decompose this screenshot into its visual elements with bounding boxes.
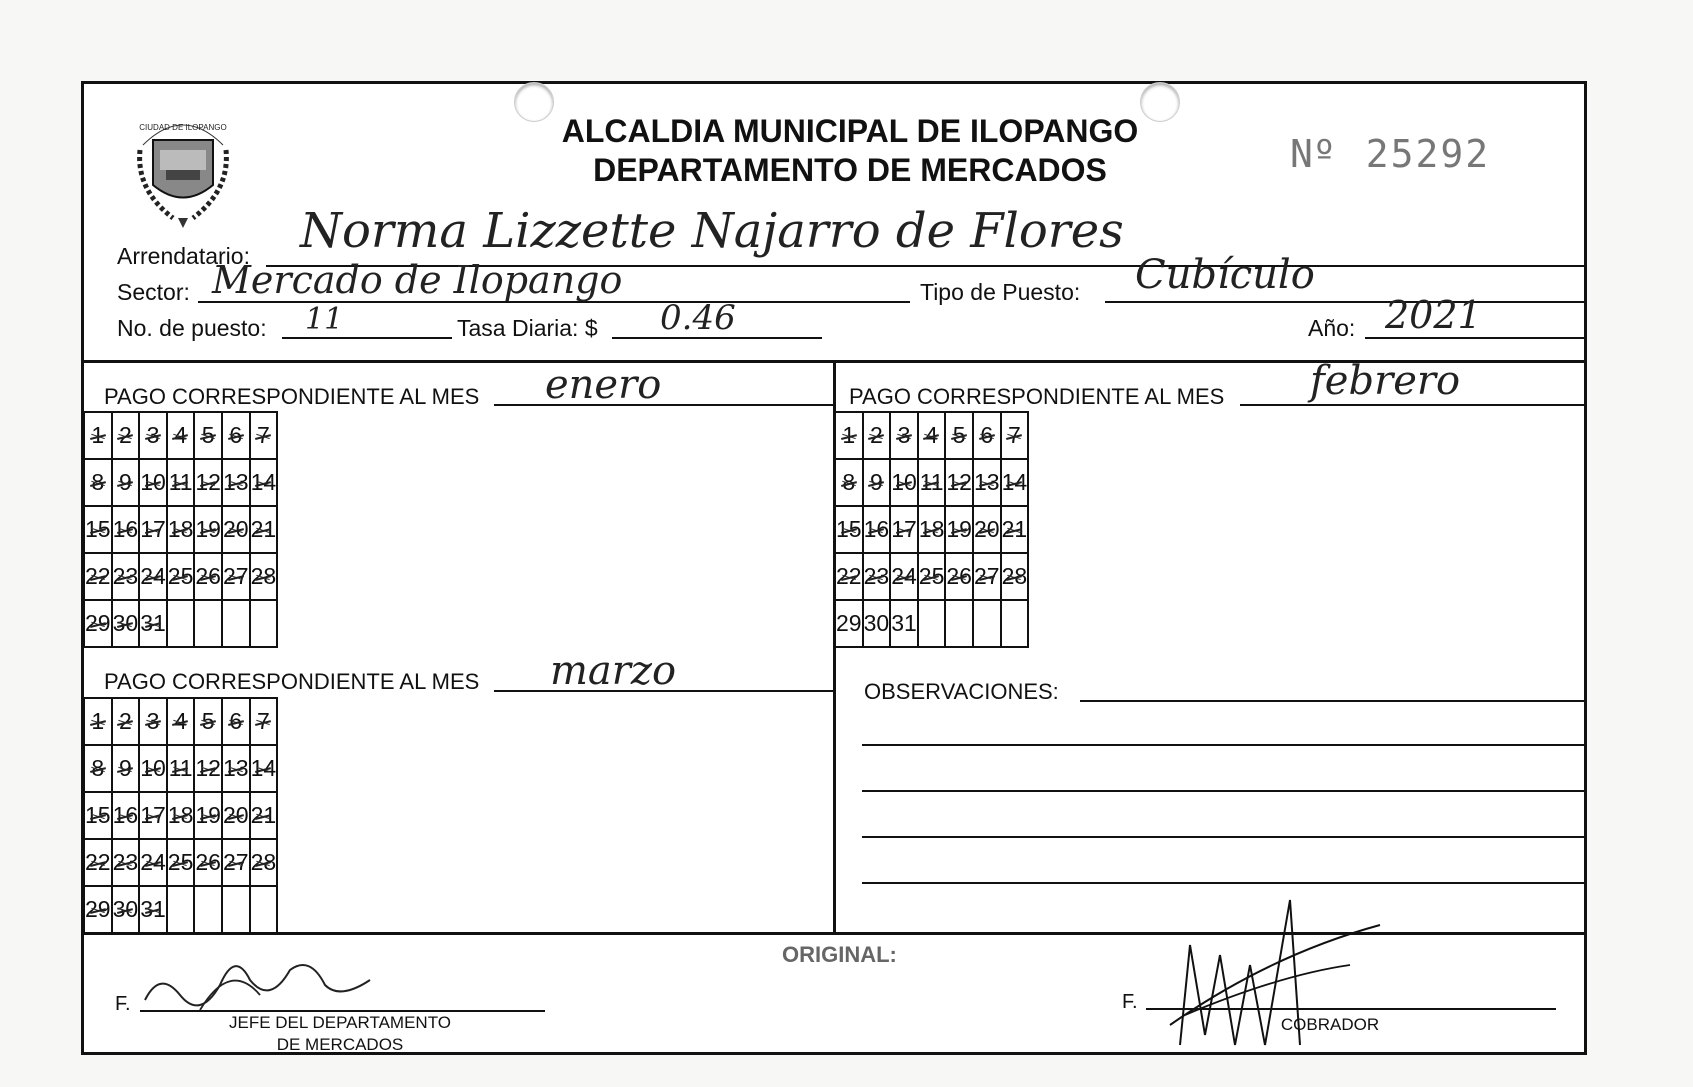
tipo-puesto-label: Tipo de Puesto: bbox=[920, 279, 1081, 305]
day-row bbox=[84, 886, 277, 933]
day-cell-febrero-12: 12 bbox=[945, 459, 973, 506]
day-cell-enero-26: 26 bbox=[194, 553, 222, 600]
day-row bbox=[84, 745, 277, 792]
day-cell-enero-5: 5 bbox=[194, 412, 222, 459]
day-cell-febrero-19: 19 bbox=[945, 506, 973, 553]
firma-left-label: F. bbox=[115, 993, 131, 1015]
day-cell-febrero-17: 17 bbox=[890, 506, 918, 553]
day-cell-marzo-13: 13 bbox=[222, 745, 250, 792]
observaciones-line-0 bbox=[1080, 700, 1585, 702]
day-cell-marzo-18: 18 bbox=[167, 792, 195, 839]
day-cell-febrero-31: 31 bbox=[890, 600, 918, 647]
day-row bbox=[84, 506, 277, 553]
day-cell-empty bbox=[945, 600, 973, 647]
day-cell-febrero-24: 24 bbox=[890, 553, 918, 600]
day-row bbox=[835, 553, 1028, 600]
day-row bbox=[84, 553, 277, 600]
day-cell-enero-2: 2 bbox=[112, 412, 140, 459]
day-cell-empty bbox=[167, 600, 195, 647]
day-cell-empty bbox=[194, 886, 222, 933]
observaciones-label: OBSERVACIONES: bbox=[864, 679, 1059, 704]
day-cell-marzo-21: 21 bbox=[250, 792, 278, 839]
day-row bbox=[84, 698, 277, 745]
day-cell-marzo-12: 12 bbox=[194, 745, 222, 792]
sector-value: Mercado de Ilopango bbox=[212, 258, 623, 302]
day-cell-febrero-26: 26 bbox=[945, 553, 973, 600]
observaciones-line-2 bbox=[862, 790, 1585, 792]
day-cell-marzo-11: 11 bbox=[167, 745, 195, 792]
day-cell-enero-14: 14 bbox=[250, 459, 278, 506]
day-cell-enero-17: 17 bbox=[139, 506, 167, 553]
day-cell-marzo-16: 16 bbox=[112, 792, 140, 839]
tipo-puesto-value: Cubículo bbox=[1135, 252, 1315, 298]
month-label-enero: PAGO CORRESPONDIENTE AL MES bbox=[104, 384, 480, 409]
month-name-febrero: febrero bbox=[1310, 358, 1461, 404]
day-cell-enero-7: 7 bbox=[250, 412, 278, 459]
day-cell-enero-9: 9 bbox=[112, 459, 140, 506]
day-cell-febrero-16: 16 bbox=[863, 506, 891, 553]
day-cell-febrero-28: 28 bbox=[1001, 553, 1029, 600]
day-cell-marzo-28: 28 bbox=[250, 839, 278, 886]
day-cell-marzo-22: 22 bbox=[84, 839, 112, 886]
jefe-label-line1: JEFE DEL DEPARTAMENTO bbox=[229, 1013, 451, 1032]
days-grid-marzo bbox=[83, 697, 278, 934]
day-cell-enero-22: 22 bbox=[84, 553, 112, 600]
day-cell-febrero-25: 25 bbox=[918, 553, 946, 600]
number-label: Nº bbox=[1290, 132, 1336, 176]
day-cell-febrero-23: 23 bbox=[863, 553, 891, 600]
day-cell-marzo-20: 20 bbox=[222, 792, 250, 839]
day-cell-empty bbox=[222, 600, 250, 647]
day-cell-empty bbox=[250, 600, 278, 647]
day-cell-empty bbox=[194, 600, 222, 647]
day-cell-enero-19: 19 bbox=[194, 506, 222, 553]
day-row bbox=[84, 459, 277, 506]
anio-value: 2021 bbox=[1385, 293, 1482, 337]
observaciones-line-1 bbox=[862, 744, 1585, 746]
day-cell-marzo-4: 4 bbox=[167, 698, 195, 745]
day-row bbox=[835, 459, 1028, 506]
month-label-marzo: PAGO CORRESPONDIENTE AL MES bbox=[104, 669, 480, 694]
day-row bbox=[84, 792, 277, 839]
month-name-enero: enero bbox=[545, 362, 662, 408]
day-cell-enero-23: 23 bbox=[112, 553, 140, 600]
day-cell-enero-25: 25 bbox=[167, 553, 195, 600]
day-cell-enero-8: 8 bbox=[84, 459, 112, 506]
day-cell-marzo-29: 29 bbox=[84, 886, 112, 933]
day-cell-febrero-11: 11 bbox=[918, 459, 946, 506]
day-cell-marzo-15: 15 bbox=[84, 792, 112, 839]
document-number bbox=[1290, 132, 1490, 176]
arrendatario-value: Norma Lizzette Najarro de Flores bbox=[300, 203, 1124, 259]
puesto-value: 11 bbox=[305, 302, 344, 337]
day-cell-enero-16: 16 bbox=[112, 506, 140, 553]
puesto-line bbox=[282, 337, 452, 339]
original-stamp: ORIGINAL: bbox=[782, 942, 897, 967]
day-cell-marzo-6: 6 bbox=[222, 698, 250, 745]
day-cell-empty bbox=[918, 600, 946, 647]
day-cell-febrero-15: 15 bbox=[835, 506, 863, 553]
day-cell-enero-27: 27 bbox=[222, 553, 250, 600]
day-cell-enero-12: 12 bbox=[194, 459, 222, 506]
day-cell-marzo-3: 3 bbox=[139, 698, 167, 745]
days-grid-febrero bbox=[834, 411, 1029, 648]
day-cell-marzo-2: 2 bbox=[112, 698, 140, 745]
day-cell-marzo-10: 10 bbox=[139, 745, 167, 792]
day-cell-marzo-23: 23 bbox=[112, 839, 140, 886]
day-cell-enero-20: 20 bbox=[222, 506, 250, 553]
day-cell-marzo-25: 25 bbox=[167, 839, 195, 886]
day-cell-febrero-2: 2 bbox=[863, 412, 891, 459]
day-cell-enero-24: 24 bbox=[139, 553, 167, 600]
day-cell-febrero-27: 27 bbox=[973, 553, 1001, 600]
day-cell-enero-6: 6 bbox=[222, 412, 250, 459]
day-cell-febrero-13: 13 bbox=[973, 459, 1001, 506]
sector-label: Sector: bbox=[117, 279, 190, 305]
day-cell-empty bbox=[973, 600, 1001, 647]
day-cell-febrero-3: 3 bbox=[890, 412, 918, 459]
day-cell-enero-28: 28 bbox=[250, 553, 278, 600]
days-grid-enero bbox=[83, 411, 278, 648]
day-row bbox=[835, 412, 1028, 459]
day-cell-empty bbox=[167, 886, 195, 933]
day-cell-enero-31: 31 bbox=[139, 600, 167, 647]
day-cell-empty bbox=[1001, 600, 1029, 647]
day-cell-enero-30: 30 bbox=[112, 600, 140, 647]
day-cell-febrero-7: 7 bbox=[1001, 412, 1029, 459]
day-cell-febrero-10: 10 bbox=[890, 459, 918, 506]
day-row bbox=[84, 839, 277, 886]
municipal-seal-logo bbox=[128, 110, 238, 235]
day-cell-enero-11: 11 bbox=[167, 459, 195, 506]
day-cell-febrero-21: 21 bbox=[1001, 506, 1029, 553]
day-cell-marzo-17: 17 bbox=[139, 792, 167, 839]
day-cell-enero-18: 18 bbox=[167, 506, 195, 553]
day-cell-febrero-18: 18 bbox=[918, 506, 946, 553]
day-cell-febrero-29: 29 bbox=[835, 600, 863, 647]
day-cell-marzo-7: 7 bbox=[250, 698, 278, 745]
day-cell-marzo-14: 14 bbox=[250, 745, 278, 792]
title-line1: ALCALDIA MUNICIPAL DE ILOPANGO bbox=[561, 113, 1139, 149]
firma-right-label: F. bbox=[1122, 991, 1138, 1013]
day-cell-marzo-1: 1 bbox=[84, 698, 112, 745]
observaciones-line-3 bbox=[862, 836, 1585, 838]
number-value: 25292 bbox=[1365, 132, 1491, 176]
tasa-label: Tasa Diaria: $ bbox=[457, 315, 598, 341]
day-cell-febrero-9: 9 bbox=[863, 459, 891, 506]
day-cell-marzo-5: 5 bbox=[194, 698, 222, 745]
day-cell-febrero-14: 14 bbox=[1001, 459, 1029, 506]
day-cell-enero-29: 29 bbox=[84, 600, 112, 647]
day-cell-marzo-31: 31 bbox=[139, 886, 167, 933]
day-cell-marzo-8: 8 bbox=[84, 745, 112, 792]
tasa-value: 0.46 bbox=[660, 298, 736, 338]
day-cell-marzo-19: 19 bbox=[194, 792, 222, 839]
arrendatario-label: Arrendatario: bbox=[117, 243, 250, 269]
day-cell-febrero-20: 20 bbox=[973, 506, 1001, 553]
day-cell-marzo-9: 9 bbox=[112, 745, 140, 792]
tipo-puesto-line bbox=[1105, 301, 1586, 303]
day-row bbox=[835, 506, 1028, 553]
day-cell-enero-4: 4 bbox=[167, 412, 195, 459]
month-line-febrero bbox=[1240, 404, 1585, 406]
day-cell-enero-1: 1 bbox=[84, 412, 112, 459]
day-cell-febrero-30: 30 bbox=[863, 600, 891, 647]
day-cell-enero-13: 13 bbox=[222, 459, 250, 506]
puesto-label: No. de puesto: bbox=[117, 315, 267, 341]
day-cell-febrero-8: 8 bbox=[835, 459, 863, 506]
day-cell-marzo-24: 24 bbox=[139, 839, 167, 886]
day-cell-febrero-4: 4 bbox=[918, 412, 946, 459]
day-cell-marzo-26: 26 bbox=[194, 839, 222, 886]
day-cell-febrero-5: 5 bbox=[945, 412, 973, 459]
day-cell-febrero-6: 6 bbox=[973, 412, 1001, 459]
cobrador-label: COBRADOR bbox=[1280, 1015, 1380, 1034]
day-row bbox=[84, 600, 277, 647]
month-label-febrero: PAGO CORRESPONDIENTE AL MES bbox=[849, 384, 1225, 409]
jefe-label-line2: DE MERCADOS bbox=[276, 1035, 404, 1054]
anio-line bbox=[1365, 337, 1586, 339]
title-line2: DEPARTAMENTO DE MERCADOS bbox=[593, 152, 1107, 188]
month-name-marzo: marzo bbox=[550, 648, 677, 694]
day-cell-enero-21: 21 bbox=[250, 506, 278, 553]
observaciones-line-4 bbox=[862, 882, 1585, 884]
day-cell-marzo-27: 27 bbox=[222, 839, 250, 886]
day-cell-empty bbox=[250, 886, 278, 933]
jefe-signature bbox=[140, 940, 400, 1020]
day-row bbox=[835, 600, 1028, 647]
day-cell-febrero-1: 1 bbox=[835, 412, 863, 459]
day-cell-enero-15: 15 bbox=[84, 506, 112, 553]
day-row bbox=[84, 412, 277, 459]
day-cell-marzo-30: 30 bbox=[112, 886, 140, 933]
day-cell-empty bbox=[222, 886, 250, 933]
anio-label: Año: bbox=[1308, 315, 1356, 341]
day-cell-febrero-22: 22 bbox=[835, 553, 863, 600]
vertical-divider bbox=[833, 360, 836, 933]
day-cell-enero-10: 10 bbox=[139, 459, 167, 506]
svg-text:CIUDAD DE ILOPANGO: CIUDAD DE ILOPANGO bbox=[139, 123, 227, 132]
day-cell-enero-3: 3 bbox=[139, 412, 167, 459]
